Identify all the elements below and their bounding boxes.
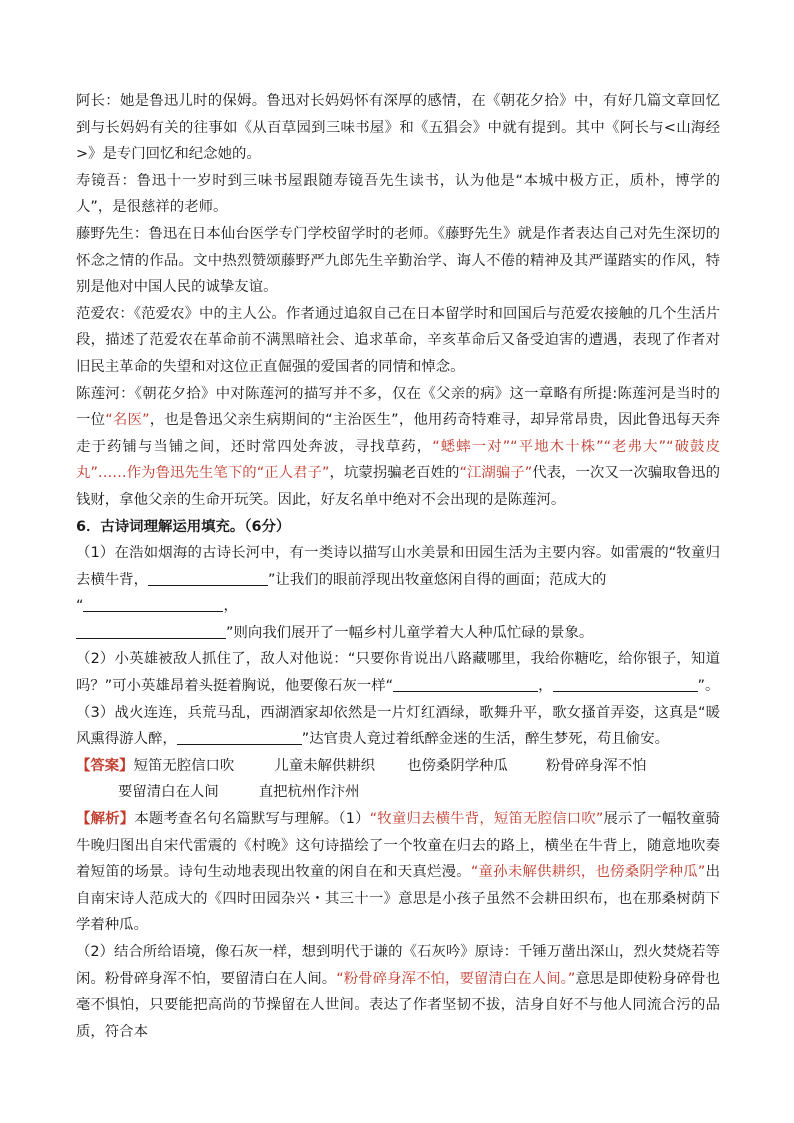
analysis-tag: 【解析】 [76,811,135,828]
text-run: （3）战火连连，兵荒马乱，西湖酒家却依然是一片灯红酒绿，歌舞升平，歌女搔首弄姿，这真是“暖风熏得游人醉， [76,704,720,748]
answer-item: 要留清白在人间 [118,784,219,801]
answer-line [76,753,720,806]
answer-blank [148,570,268,586]
person-name: 藤野先生： [76,225,149,242]
question-part-1 [76,540,720,646]
text-run: （2）结合所给语境，像石灰一样，想到明代于谦的《石灰吟》原诗：千锤万凿出深山，烈火焚烧若等闲。粉骨碎身浑不怕，要留清白在人间。 [76,944,720,987]
text-run: ， [223,598,238,615]
answer-item: 儿童未解供耕织 [274,757,376,774]
text-run: ”则向我们展开了一幅乡村儿童学着大人种瓜忙碌的景象。 [226,624,594,641]
text-run: ， [538,678,553,695]
text-run: ”达官贵人竟过着纸醉金迷的生活，醉生梦死，苟且偷安。 [301,731,669,748]
person-tengye [76,221,720,301]
text-run: ”。 [697,678,720,695]
answer-item: 也傍桑阴学种瓜 [407,757,508,774]
question-part-2 [76,646,720,699]
analysis-part-1 [76,806,720,939]
text-run: 代表，一次又一次骗取鲁迅的钱财，拿他父亲的生命开玩笑。因此，好友名单中绝对不会出现的是陈莲河。 [76,465,720,508]
person-desc: 《范爱农》中的主人公。作者通过追叙自己在日本留学时和回国后与范爱农接触的几个生活片段，描述了范爱农在革命前不满黑暗社会、追求革命，辛亥革命后又备受迫害的遭遇，表现了作者对旧民主革命的失望和对这位正直倔强的爱国者的同情和悼念。 [76,305,720,375]
highlight-run: “粉骨碎身浑不怕，要留清白在人间。” [336,970,576,987]
question-part-3 [76,700,720,753]
highlight-run: “江湖骗子” [459,465,533,482]
text-run: ，坑蒙拐骗老百姓的 [329,465,460,482]
person-desc: 鲁迅在日本仙台医学专门学校留学时的老师。《藤野先生》就是作者表达自己对先生深切的怀念之情的作品。文中热烈赞颂藤野严九郎先生辛勤治学、诲人不倦的精神及其严谨踏实的作风，特别是他对中国人民的诚挚友谊。 [76,225,720,296]
answer-tag: 【答案】 [76,757,134,774]
answer-item: 粉骨碎身浑不怕 [545,757,647,774]
highlight-run: “童孙未解供耕织，也傍桑阴学种瓜” [470,864,706,881]
highlight-run: “蟋蟀一对”“平地木十株”“老弗大”“破鼓皮丸”……作为鲁迅先生笔下的“正人君子” [76,438,720,482]
answer-blank [177,729,302,745]
person-name: 陈莲河： [76,385,135,402]
text-run: 意思是即使粉身碎骨也毫不惧怕，只要能把高尚的节操留在人世间。表达了作者坚韧不拔，洁身自好不与他人同流合污的品质，符合本 [76,970,720,1040]
person-name: 范爱农： [76,305,134,322]
text-run: （1）在浩如烟海的古诗长河中，有一类诗以描写山水美景和田园生活为主要内容。如雷震的“牧童归去横牛背， [76,545,720,588]
text-run: （2）小英雄被敌人抓住了，敌人对他说：“只要你肯说出八路藏哪里，我给你糖吃，给你银子，知道吗？”可小英雄昂着头挺着胸说，他要像石灰一样“ [76,651,720,695]
person-chen-lianhe [76,381,720,514]
person-fan-ainong [76,301,720,381]
answer-item: 直把杭州作汴州 [258,784,360,801]
answer-blank [83,596,223,612]
answer-blank [393,676,538,692]
text-run: “ [76,598,84,615]
person-name: 阿长： [76,93,120,109]
highlight-run: “名医” [105,412,150,429]
document-content [76,88,720,1045]
text-run: ”让我们的眼前浮现出牧童悠闲自得的画面；范成大的 [267,571,607,588]
person-name: 寿镜吾： [76,172,137,189]
text-run: 出自南宋诗人范成大的《四时田园杂兴・其三十一》意思是小孩子虽然不会耕田织布，也在那桑树荫下学着种瓜。 [76,864,720,934]
question-title: 6．古诗词理解运用填充。（6分） [76,518,291,535]
person-a-chang [76,88,720,168]
person-shou-jingwu [76,168,720,221]
answer-item: 短笛无腔信口吹 [133,757,235,774]
answer-blank [76,623,226,639]
text-run: ，也是鲁迅父亲生病期间的“主治医生”，他用药奇特难寻，却异常昂贵，因此鲁迅每天奔走于药铺与当铺之间，还时常四处奔波，寻找草药， [76,412,720,455]
answer-blank [553,676,698,692]
text-run: 本题考查名句名篇默写与理解。（1） [134,811,370,828]
analysis-part-2 [76,939,720,1045]
person-desc: 她是鲁迅儿时的保姆。鲁迅对长妈妈怀有深厚的感情，在《朝花夕拾》中，有好几篇文章回忆到与长妈妈有关的往事如《从百草园到三味书屋》和《五猖会》中就有提到。其中《阿长与<山海经>》是专门回忆和纪念她的。 [76,93,720,163]
person-desc: 鲁迅十一岁时到三味书屋跟随寿镜吾先生读书，认为他是“本城中极方正，质朴，博学的人”，是很慈祥的老师。 [76,172,720,216]
text-run: 《朝花夕拾》中对陈莲河的描写并不多，仅在《父亲的病》这一章略有所提:陈莲河是当时的一位 [76,385,720,429]
highlight-run: “牧童归去横牛背，短笛无腔信口吹” [369,811,604,828]
text-run: 展示了一幅牧童骑牛晚归图出自宋代雷震的《村晚》这句诗描绘了一个牧童在归去的路上，横坐在牛背上，随意地吹奏着短笛的场景。诗句生动地表现出牧童的闲自在和天真烂漫。 [76,811,720,881]
